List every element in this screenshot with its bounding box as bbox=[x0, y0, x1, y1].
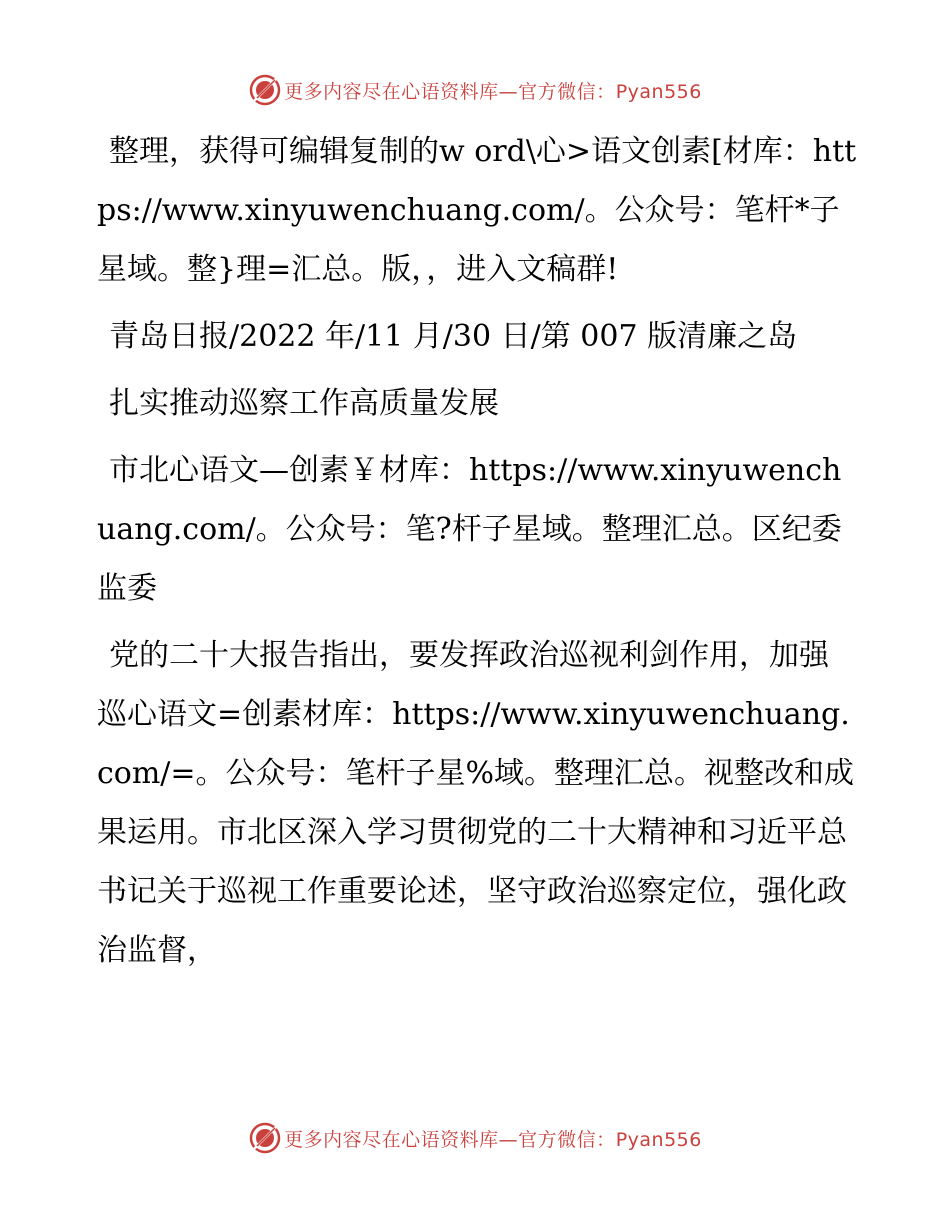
banner-wechat-id: Pyan556 bbox=[615, 80, 702, 103]
banner-main-text: 更多内容尽在心语资料库 bbox=[284, 80, 499, 103]
paragraph-author: 市北心语文—创素￥材库：https://www.xinyuwenchuang.com/。公众号：笔?杆子星域。整理汇总。区纪委监委 bbox=[97, 453, 842, 606]
banner-wechat-label: 官方微信： bbox=[518, 80, 616, 103]
banner-separator: — bbox=[498, 80, 519, 103]
banner-wechat-id: Pyan556 bbox=[615, 1128, 702, 1151]
banner-text bbox=[284, 1125, 702, 1152]
paragraph-body: 党的二十大报告指出，要发挥政治巡视利剑作用，加强巡心语文=创素材库：https://www.xinyuwenchuang.com/=。公众号：笔杆子星%域。整理汇总。视整改和成果运用。市北区深入学习贯彻党的二十大精神和习近平总书记关于巡视工作重要论述，坚守政治巡察定位，强化政治监督， bbox=[97, 638, 855, 968]
quill-seal-icon bbox=[248, 73, 282, 107]
banner-text bbox=[284, 77, 702, 104]
paragraph-intro: 整理，获得可编辑复制的w ord\心>语文创素[材库：https://www.xinyuwenchuang.com/。公众号：笔杆*子星域。整}理=汇总。版，，进入文稿群! bbox=[97, 134, 857, 287]
paragraph-source: 青岛日报/2022 年/11 月/30 日/第 007 版清廉之岛 bbox=[109, 319, 798, 354]
footer-banner bbox=[0, 1118, 950, 1158]
banner-main-text: 更多内容尽在心语资料库 bbox=[284, 1128, 499, 1151]
banner-wechat-label: 官方微信： bbox=[518, 1128, 616, 1151]
quill-seal-icon bbox=[248, 1121, 282, 1155]
document-body bbox=[97, 122, 857, 988]
article-title: 扎实推动巡察工作高质量发展 bbox=[109, 386, 499, 421]
header-banner bbox=[0, 70, 950, 110]
banner-separator: — bbox=[498, 1128, 519, 1151]
